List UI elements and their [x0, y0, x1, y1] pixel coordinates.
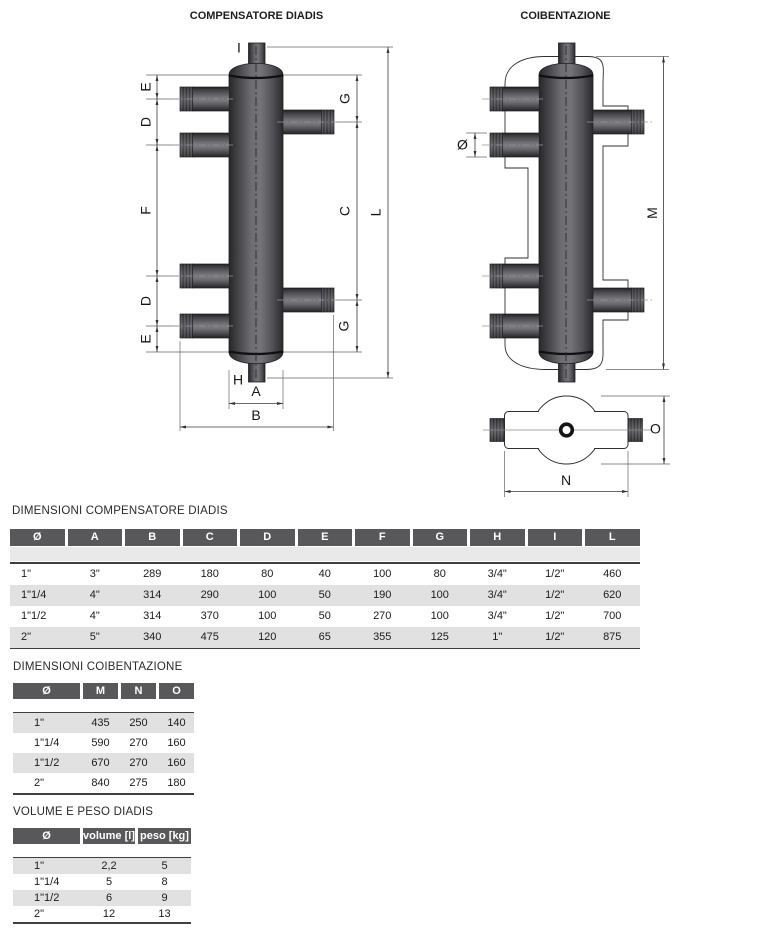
- table-cell: 180: [200, 567, 219, 580]
- table-cell: 1"1/4: [34, 876, 60, 888]
- table-cell: 1"1/4: [34, 737, 60, 749]
- dim-label-g-bottom: G: [335, 320, 352, 332]
- table-row: [13, 753, 194, 773]
- table-header-cell: I: [528, 529, 583, 546]
- table-header-cell: D: [240, 529, 295, 546]
- table-row: [13, 713, 194, 733]
- table-spacer-band: [10, 547, 640, 562]
- dim-label-a: A: [251, 383, 261, 399]
- table-cell: 125: [430, 630, 449, 643]
- drawing-title: COIBENTAZIONE: [520, 9, 611, 22]
- table-rule: [13, 793, 194, 795]
- table-header-cell: volume [l]: [83, 830, 135, 842]
- table-cell: 100: [258, 588, 277, 601]
- dim-label-o: O: [650, 420, 661, 437]
- table-rule: [13, 922, 191, 924]
- table-cell: 3/4": [487, 609, 507, 622]
- table-cell: 355: [373, 630, 392, 643]
- table-cell: 1"1/2: [21, 609, 47, 622]
- table-cell: 475: [200, 630, 219, 643]
- table-cell: 1/2": [545, 567, 565, 580]
- table-row: [13, 858, 191, 874]
- table-cell: 2": [34, 777, 45, 789]
- table-cell: 270: [129, 757, 148, 769]
- table-cell: 9: [161, 892, 168, 904]
- dim-label-e-top: E: [137, 82, 154, 92]
- dim-label-l: L: [367, 208, 384, 217]
- table-cell: 340: [143, 630, 162, 643]
- table-cell: 270: [129, 737, 148, 749]
- table-cell: 3": [89, 567, 100, 580]
- dim-label-d-top: D: [137, 116, 154, 128]
- table-header-cell: Ø: [10, 529, 65, 546]
- table-header-cell: C: [183, 529, 238, 546]
- table-cell: 140: [167, 717, 186, 729]
- table-header-cell: B: [125, 529, 180, 546]
- table-cell: 80: [261, 567, 274, 580]
- table-cell: 160: [167, 737, 186, 749]
- table-row: [10, 627, 640, 648]
- dim-label-g-top: G: [336, 93, 353, 104]
- table-row: [10, 585, 640, 606]
- table-header-cell: H: [470, 529, 525, 546]
- table-cell: 314: [143, 609, 162, 622]
- table-cell: 12: [102, 908, 116, 920]
- table-cell: 190: [373, 588, 392, 601]
- dim-label-h: H: [232, 371, 244, 388]
- section-title: DIMENSIONI COMPENSATORE DIADIS: [12, 505, 228, 517]
- table-header-cell: L: [585, 529, 640, 546]
- table-header-cell: E: [298, 529, 353, 546]
- table-cell: 40: [318, 567, 331, 580]
- table-cell: 100: [430, 588, 449, 601]
- table-cell: 289: [143, 567, 162, 580]
- table-cell: 1/2": [545, 630, 565, 643]
- table-cell: 100: [430, 609, 449, 622]
- table-cell: 3/4": [487, 567, 507, 580]
- table-cell: 50: [318, 609, 331, 622]
- table-cell: 5: [105, 876, 113, 888]
- table-row: [13, 906, 191, 922]
- table-cell: 5": [89, 630, 100, 643]
- table-cell: 1": [492, 630, 503, 643]
- table-row: [13, 874, 191, 890]
- table-rule: [10, 648, 640, 650]
- table-cell: 6: [105, 892, 113, 904]
- table-cell: 4": [89, 588, 100, 601]
- table-cell: 1": [34, 860, 45, 872]
- table-header-cell: O: [159, 683, 194, 699]
- table-cell: 1"1/2: [34, 757, 60, 769]
- table-cell: 180: [167, 777, 186, 789]
- table-header-cell: peso [kg]: [138, 828, 191, 844]
- table-cell: 2": [34, 908, 45, 920]
- table-cell: 875: [603, 630, 622, 643]
- table-row: [13, 773, 194, 793]
- table-header-cell: F: [355, 529, 410, 546]
- table-cell: 120: [258, 630, 277, 643]
- table-cell: 290: [200, 588, 219, 601]
- dim-label-i: I: [237, 39, 241, 56]
- table-cell: 700: [603, 609, 622, 622]
- table-cell: 8: [161, 876, 168, 888]
- table-header-cell: G: [413, 529, 468, 546]
- table-cell: 840: [91, 777, 110, 789]
- table-header-cell: N: [121, 683, 156, 699]
- table-cell: 100: [258, 609, 277, 622]
- table-cell: 1/2": [545, 609, 565, 622]
- table-cell: 13: [158, 908, 171, 920]
- table-cell: 620: [603, 588, 622, 601]
- drawing-title: COMPENSATORE DIADIS: [189, 9, 324, 22]
- table-cell: 3/4": [487, 588, 507, 601]
- dim-label-n: N: [560, 472, 572, 488]
- table-cell: 275: [129, 777, 148, 789]
- table-row: [10, 564, 640, 585]
- table-cell: 50: [318, 588, 331, 601]
- table-cell: 2,2: [101, 860, 117, 872]
- dim-label-b: B: [251, 407, 261, 423]
- dim-label-m: M: [644, 207, 661, 219]
- table-cell: 1"1/4: [21, 588, 47, 601]
- table-cell: 1": [21, 567, 32, 580]
- table-cell: 370: [200, 609, 219, 622]
- table-cell: 65: [318, 630, 331, 643]
- table-cell: 5: [161, 860, 168, 872]
- dim-label-f: F: [137, 206, 154, 215]
- table-cell: 1"1/2: [34, 892, 60, 904]
- table-row: [13, 733, 194, 753]
- table-header-cell: Ø: [13, 683, 80, 699]
- table-cell: 4": [89, 609, 100, 622]
- table-cell: 590: [91, 737, 110, 749]
- table-cell: 2": [21, 630, 32, 643]
- table-cell: 250: [129, 717, 148, 729]
- dim-label-e-bottom: E: [137, 334, 154, 344]
- table-cell: 1": [34, 717, 45, 729]
- table-cell: 435: [91, 717, 110, 729]
- table-cell: 670: [91, 757, 110, 769]
- table-cell: 1/2": [545, 588, 565, 601]
- table-row: [13, 890, 191, 906]
- table-cell: 460: [603, 567, 622, 580]
- table-cell: 160: [167, 757, 186, 769]
- table-cell: 80: [433, 567, 446, 580]
- dim-label-d-bottom: D: [137, 295, 154, 307]
- dim-label-c: C: [336, 205, 353, 217]
- table-row: [10, 606, 640, 627]
- table-cell: 270: [373, 609, 392, 622]
- section-title: VOLUME E PESO DIADIS: [13, 806, 154, 818]
- section-title: DIMENSIONI COIBENTAZIONE: [13, 661, 183, 673]
- table-header-cell: M: [83, 683, 118, 699]
- table-cell: 100: [373, 567, 392, 580]
- table-header-cell: Ø: [13, 828, 80, 844]
- dim-label-diameter: Ø: [457, 136, 468, 153]
- table-header-cell: A: [68, 529, 123, 546]
- table-cell: 314: [143, 588, 162, 601]
